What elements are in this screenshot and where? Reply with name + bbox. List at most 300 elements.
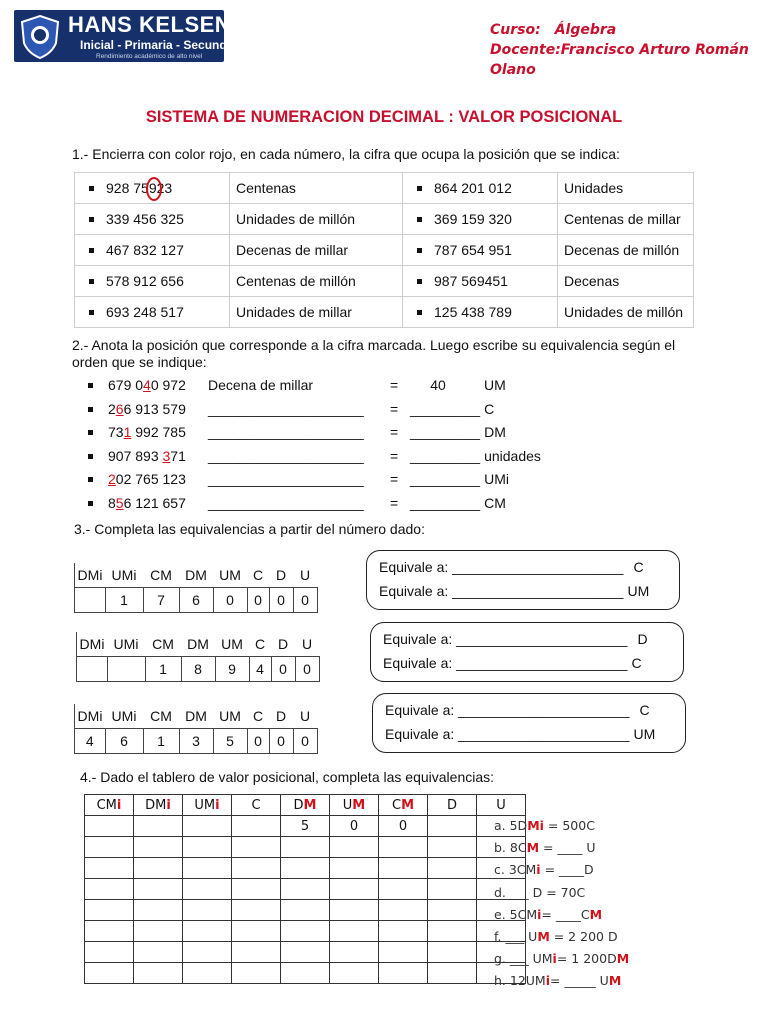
equivalence-label: Equivale a: ______________________ [385,702,630,718]
empty-cell [134,879,183,900]
equivalence-unit: C [633,559,644,575]
empty-cell [428,921,477,942]
table-row [77,657,320,682]
digit-cell [107,657,145,682]
empty-cell [134,963,183,984]
empty-cell [183,963,232,984]
empty-cell [183,900,232,921]
handwritten-mark: M [608,973,622,989]
number-cell [403,204,558,235]
number-part: 693 248 517 [106,304,184,320]
digit-cell: 0 [330,816,379,837]
number-value: 125 438 789 [434,304,512,320]
table-row [85,837,526,858]
shield-icon [20,15,60,59]
handwritten-mark: M [526,840,540,856]
equivalence-value: _________ [410,447,481,464]
column-header: C [247,704,269,729]
empty-cell [85,942,134,963]
handwritten-mark: M [303,797,317,813]
handwritten-mark: i [552,951,557,967]
empty-cell [134,900,183,921]
empty-cell [183,879,232,900]
marked-digit: 5 [115,494,124,511]
empty-cell [134,858,183,879]
section1-table [74,172,694,328]
equivalence-text: = ____D [540,862,594,878]
handwritten-mark: Mi [527,818,544,833]
digit-cell: 8 [181,657,215,682]
handwritten-mark: i [116,797,122,813]
column-header: UM [213,563,247,588]
equivalence-text: = _____ U [550,973,609,989]
equivalence-text: e. 5CM [494,906,538,922]
place-value-board [84,794,526,984]
column-header: UMi [105,704,143,729]
column-header: D [271,632,295,657]
number-part: 928 75 [106,180,149,196]
digit-cell: 4 [249,657,271,682]
table-row [85,900,526,921]
number-value: 787 654 951 [434,242,512,258]
teacher-value: Francisco Arturo Román Olano [490,42,749,78]
number-cell [75,297,230,328]
equivalence-answer [410,495,506,511]
column-header: D [269,704,293,729]
empty-cell [85,858,134,879]
column-header: DM [179,563,213,588]
handwritten-mark: M [537,929,550,944]
digit-cell: 5 [213,729,247,754]
digit-cell [77,657,108,682]
handwritten-mark: M [401,797,414,813]
equivalence-text: f. ___ U [494,929,538,944]
column-header [232,795,281,816]
empty-cell [281,942,330,963]
bullet-icon [89,248,94,253]
equals-sign: = [390,400,399,417]
equivalence-text: a. 5D [494,818,528,833]
handwritten-mark: i [215,797,220,813]
equivalence-unit: CM [484,494,506,511]
digit-cell: 3 [179,729,213,754]
column-header [477,795,526,816]
bullet-icon [89,217,94,222]
column-header [281,795,330,816]
equivalence-unit: DM [484,424,506,440]
table-row [85,921,526,942]
column-header [379,795,428,816]
marked-number [108,377,186,393]
equivalence-text: h. 12UM [494,973,546,989]
digit-cell: 7 [143,588,179,613]
empty-cell [183,921,232,942]
position-cell: Unidades de millón [230,204,403,235]
empty-cell [330,942,379,963]
course-value: Álgebra [554,22,617,38]
position-cell: Decenas [558,266,694,297]
empty-cell [134,942,183,963]
number-part: 992 785 [131,424,186,440]
number-cell [75,235,230,266]
equivalence-line [379,559,644,575]
digit-cell: 0 [269,588,293,613]
marked-digit: 1 [123,424,132,440]
equivalence-text: = 2 200 D [549,929,618,944]
equivalence-text: c. 3CM [494,862,537,878]
empty-cell [85,879,134,900]
column-header: UM [215,632,249,657]
position-cell: Centenas de millón [230,266,403,297]
bullet-icon [417,248,422,253]
digit-cell: 6 [179,588,213,613]
digit-cell: 0 [271,657,295,682]
equivalence-label: Equivale a: ______________________ [385,726,630,742]
column-header: C [247,563,269,588]
marked-digit: 2 [108,471,116,487]
column-header: U [293,704,317,729]
page-title: SISTEMA DE NUMERACION DECIMAL : VALOR POSICIONAL [145,108,623,126]
place-value-table [74,563,318,613]
table-header-row [85,795,526,816]
bullet-icon [89,186,94,191]
number-part: 02 765 123 [115,471,186,487]
number-part: 23 [156,180,173,196]
number-cell [75,173,230,204]
position-cell: Unidades de millón [558,297,694,328]
table-row [85,942,526,963]
equivalence-item [494,885,585,900]
header-base: C [251,797,261,813]
position-answer: ____________________ [208,447,364,464]
column-header: UM [213,704,247,729]
table-header-row [75,563,318,588]
equals-sign: = [390,377,399,393]
empty-cell [330,963,379,984]
digit-cell: 6 [105,729,143,754]
number-part: 73 [108,424,124,440]
equivalence-text: = 1 200D [556,951,617,967]
equals-sign: = [390,471,399,487]
position-answer: ____________________ [208,494,364,511]
table-header-row [77,632,320,657]
bullet-icon [88,407,93,412]
place-value-table [76,632,320,682]
digit-cell: 4 [75,729,106,754]
column-header [428,795,477,816]
table-row [75,235,694,266]
number-cell [403,266,558,297]
equals-sign: = [390,494,399,511]
position-answer: ____________________ [208,471,364,487]
column-header [134,795,183,816]
position-cell: Decenas de millar [230,235,403,266]
empty-cell [281,900,330,921]
equals-sign: = [390,447,399,464]
handwritten-mark: M [616,951,630,967]
empty-cell [379,879,428,900]
empty-cell [379,858,428,879]
header-base: DM [145,797,167,813]
equivalence-item [494,840,596,855]
empty-cell [330,921,379,942]
table-row [85,879,526,900]
empty-cell [85,837,134,858]
empty-cell [428,900,477,921]
bullet-icon [88,383,93,388]
column-header: DMi [77,632,108,657]
equivalence-unit: UM [633,726,656,742]
equivalence-text: g. ___ UM [494,951,553,967]
digit-cell: 1 [143,729,179,754]
header-base: U [496,797,506,813]
equivalence-value: _________ [410,494,481,511]
column-header: DM [181,632,215,657]
digit-cell [85,816,134,837]
bullet-icon [88,477,93,482]
empty-cell [330,900,379,921]
header-base: D [293,797,304,813]
position-cell: Unidades de millar [230,297,403,328]
number-part: 679 0 [108,377,144,393]
number-value: 369 159 320 [434,211,512,227]
number-part: 0 972 [150,377,186,393]
header-base: D [446,797,457,813]
bullet-icon [417,279,422,284]
empty-cell [428,858,477,879]
handwritten-mark: i [536,862,541,878]
equivalence-answer [410,471,509,487]
equivalence-box [370,622,684,682]
equivalence-answer [410,377,506,393]
equivalence-answer [410,448,541,464]
equivalence-value: _________ [410,471,481,487]
equivalence-unit: unidades [484,447,541,464]
empty-cell [232,963,281,984]
handwritten-mark: i [166,797,171,813]
marked-number [108,401,186,417]
teacher-label: Docente: [490,42,561,58]
empty-cell [428,963,477,984]
equivalence-text: b. 8C [494,840,527,856]
table-row [75,297,694,328]
equivalence-line [379,583,649,599]
equivalence-answer [410,424,506,440]
table-row [75,173,694,204]
number-part: 6 121 657 [123,494,186,511]
digit-cell: 0 [269,729,293,754]
section2-instruction-line2: orden que se indique: [72,354,207,370]
empty-cell [330,837,379,858]
equivalence-line [383,655,642,671]
column-header: CM [143,563,179,588]
marked-number [108,448,186,464]
column-header [330,795,379,816]
empty-cell [134,837,183,858]
section2-instruction-line1: 2.- Anota la posición que corresponde a la cifra marcada. Luego escribe su equivalencia según el [72,337,676,353]
number-part: 8 [108,494,116,511]
equivalence-item [494,951,629,966]
empty-cell [232,837,281,858]
column-header: U [293,563,317,588]
marked-number [108,495,186,511]
empty-cell [232,879,281,900]
marked-number [108,424,186,440]
equivalence-value: _________ [410,400,481,417]
table-row [75,588,318,613]
digit-cell [428,816,477,837]
marked-digit: 6 [115,400,124,417]
handwritten-mark: i [537,906,542,922]
position-cell: Centenas de millar [558,204,694,235]
empty-cell [281,837,330,858]
table-header-row [75,704,318,729]
bullet-icon [417,217,422,222]
equivalence-item [494,907,602,922]
empty-cell [183,858,232,879]
empty-cell [232,900,281,921]
digit-cell: 1 [105,588,143,613]
empty-cell [428,879,477,900]
header-base: U [342,797,353,813]
empty-cell [85,900,134,921]
table-row [85,963,526,984]
table-row [75,204,694,235]
bullet-icon [88,430,93,435]
equivalence-label: Equivale a: ______________________ [383,631,628,647]
digit-cell [183,816,232,837]
empty-cell [330,858,379,879]
empty-cell [281,879,330,900]
handwritten-mark: M [589,906,603,922]
marked-digit: 3 [162,447,171,464]
digit-cell: 5 [281,816,330,837]
position-answer: Decena de millar [208,377,314,393]
position-answer: ____________________ [208,424,364,440]
equivalence-label: Equivale a: ______________________ [379,559,624,575]
logo-motto: Rendimiento académico de alto nivel [96,53,203,60]
empty-cell [379,837,428,858]
number-cell [403,235,558,266]
empty-cell [330,879,379,900]
column-header [85,795,134,816]
number-cell [403,297,558,328]
place-value-table [74,704,318,754]
section3-instruction: 3.- Completa las equivalencias a partir del número dado: [74,521,425,537]
equivalence-text: = ____C [541,906,590,922]
school-logo [14,10,249,62]
digit-cell: 0 [293,588,317,613]
digit-cell: 1 [145,657,181,682]
digit-cell: 0 [379,816,428,837]
equivalence-unit: C [484,400,495,417]
column-header: C [249,632,271,657]
logo-name: HANS KELSEN [68,12,232,37]
section1-instruction: 1.- Encierra con color rojo, en cada número, la cifra que ocupa la posición que se indica: [72,146,620,162]
digit-cell: 0 [295,657,319,682]
number-value: 987 569451 [434,273,508,289]
equivalence-item [494,929,618,944]
column-header: CM [145,632,181,657]
number-part: 467 832 127 [106,242,184,258]
equivalence-value: _________ [410,424,481,440]
number-part: 907 893 [108,447,163,464]
header-base: C [391,797,402,813]
number-part: 2 [108,400,116,417]
bullet-icon [88,454,93,459]
marked-digit: 4 [143,377,151,393]
equivalence-unit: C [631,655,642,671]
empty-cell [183,837,232,858]
table-row [85,858,526,879]
empty-cell [85,921,134,942]
equivalence-item [494,862,594,877]
marked-number [108,471,186,487]
logo-levels: Inicial - Primaria - Secundaria [80,38,249,52]
course-info [490,20,768,80]
empty-cell [428,837,477,858]
equivalence-label: Equivale a: ______________________ [379,583,624,599]
equivalence-box [366,550,680,610]
equivalence-line [383,631,648,647]
section4-equivalences [494,818,694,998]
equivalence-text: d. ___ D = 70C [494,884,586,900]
header-base: CM [96,797,117,813]
empty-cell [281,858,330,879]
column-header: DMi [75,704,106,729]
number-value: 864 201 012 [434,180,512,196]
equivalence-item [494,818,595,833]
empty-cell [379,900,428,921]
number-part: 71 [170,447,186,464]
equivalence-unit: D [637,631,648,647]
digit-cell [75,588,106,613]
header-base: UM [194,797,216,813]
bullet-icon [417,310,422,315]
column-header: CM [143,704,179,729]
handwritten-mark: M [352,797,366,813]
table-row [85,816,526,837]
table-row [75,266,694,297]
column-header: D [269,563,293,588]
empty-cell [281,963,330,984]
bullet-icon [88,501,93,506]
equivalence-line [385,726,655,742]
circled-digit: 9 [148,180,157,196]
column-header: UMi [105,563,143,588]
digit-cell [134,816,183,837]
equals-sign: = [390,424,399,440]
number-cell [75,266,230,297]
equivalence-answer [410,401,494,417]
number-cell [75,204,230,235]
equivalence-unit: C [639,702,650,718]
section4-instruction: 4.- Dado el tablero de valor posicional, completa las equivalencias: [80,769,495,785]
equivalence-line [385,702,650,718]
equivalence-text: = ____ U [539,840,596,856]
digit-cell [232,816,281,837]
column-header: UMi [107,632,145,657]
empty-cell [232,942,281,963]
empty-cell [379,963,428,984]
table-row [75,729,318,754]
digit-cell: 0 [247,729,269,754]
equivalence-item [494,973,621,988]
empty-cell [183,942,232,963]
bullet-icon [89,310,94,315]
column-header: DMi [75,563,106,588]
digit-cell: 0 [247,588,269,613]
